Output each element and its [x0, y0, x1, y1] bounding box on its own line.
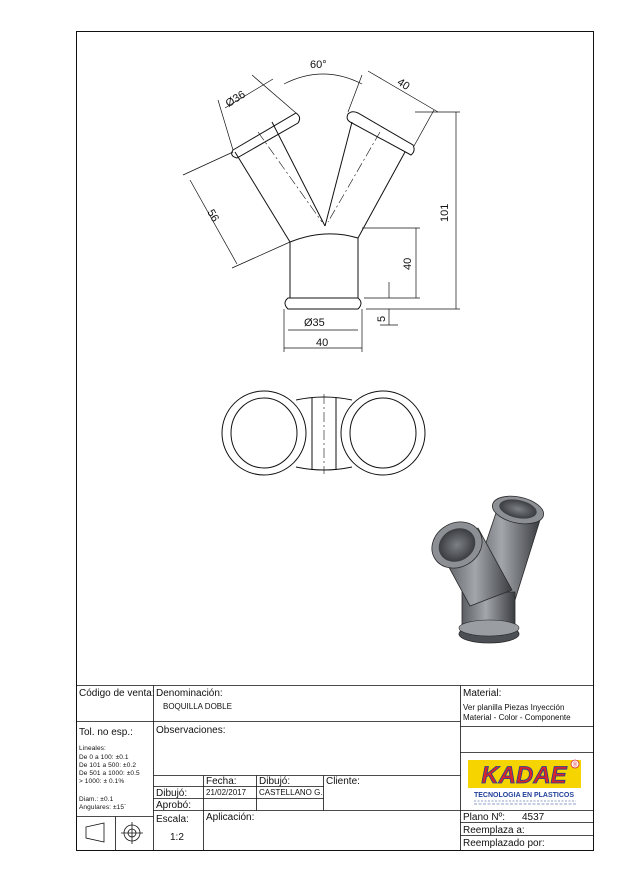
isometric-view: [423, 492, 546, 643]
material-line1: Ver planilla Piezas Inyección: [463, 703, 565, 712]
kadae-logo: [466, 756, 583, 808]
escala-label: Escala:: [156, 814, 189, 825]
dim-height-body: 40: [402, 257, 414, 270]
dim-length-branch: 56: [204, 207, 221, 225]
tol-line-3: De 501 a 1000: ±0.5: [79, 770, 140, 777]
projection-symbol-icon: [86, 822, 143, 844]
logo-reg: ®: [572, 762, 578, 769]
cliente-label: Cliente:: [326, 776, 360, 787]
fecha-label: Fecha:: [206, 776, 237, 787]
dibujo-label: Dibujó:: [259, 776, 291, 787]
denominacion-label: Denominación:: [156, 688, 223, 699]
dimension-labels: [204, 59, 451, 349]
dim-width-bottom: 40: [316, 337, 329, 349]
dibujante-value: CASTELLANO G.: [259, 788, 323, 797]
dim-dia-top: Ø36: [223, 88, 248, 110]
diam-line: Diam.: ±0.1: [79, 796, 114, 803]
denominacion-value: BOQUILLA DOBLE: [163, 702, 232, 711]
dim-angle: 60°: [310, 59, 327, 71]
tol-label: Tol. no esp.:: [79, 727, 133, 738]
logo-name: KADAE: [481, 762, 567, 789]
logo-tagline: TECNOLOGIA EN PLASTICOS: [473, 792, 575, 799]
material-line2: Material - Color - Componente: [463, 713, 571, 722]
material-label: Material:: [463, 688, 502, 699]
dibujo-row-label: Dibujó:: [156, 788, 188, 799]
dim-flange: 5: [376, 315, 388, 322]
front-view: [232, 112, 414, 309]
top-view: [222, 391, 425, 475]
plano-label: Plano Nº:: [463, 812, 506, 823]
lineales-label: Lineales:: [79, 745, 106, 752]
dimension-lines: [183, 71, 460, 352]
tol-line-1: De 0 a 100: ±0.1: [79, 754, 129, 761]
dim-height-total: 101: [439, 203, 451, 222]
ang-line: Angulares: ±15´: [79, 804, 127, 811]
escala-value: 1:2: [170, 832, 184, 843]
tol-line-2: De 101 a 500: ±0.2: [79, 762, 137, 769]
fecha-value: 21/02/2017: [206, 788, 247, 797]
tol-line-4: > 1000: ± 0.1%: [79, 778, 125, 785]
aplicacion-label: Aplicación:: [206, 812, 255, 823]
dim-dia-bottom: Ø35: [304, 317, 325, 329]
reemplaza-label: Reemplaza a:: [463, 825, 525, 836]
sheet-frame: [77, 32, 594, 851]
dim-width-top: 40: [394, 76, 412, 93]
aprobo-label: Aprobó:: [156, 800, 192, 811]
observaciones-label: Observaciones:: [156, 725, 226, 736]
plano-value: 4537: [522, 812, 545, 823]
codigo-label: Código de venta:: [79, 688, 155, 699]
reemplazado-label: Reemplazado por:: [463, 838, 545, 849]
